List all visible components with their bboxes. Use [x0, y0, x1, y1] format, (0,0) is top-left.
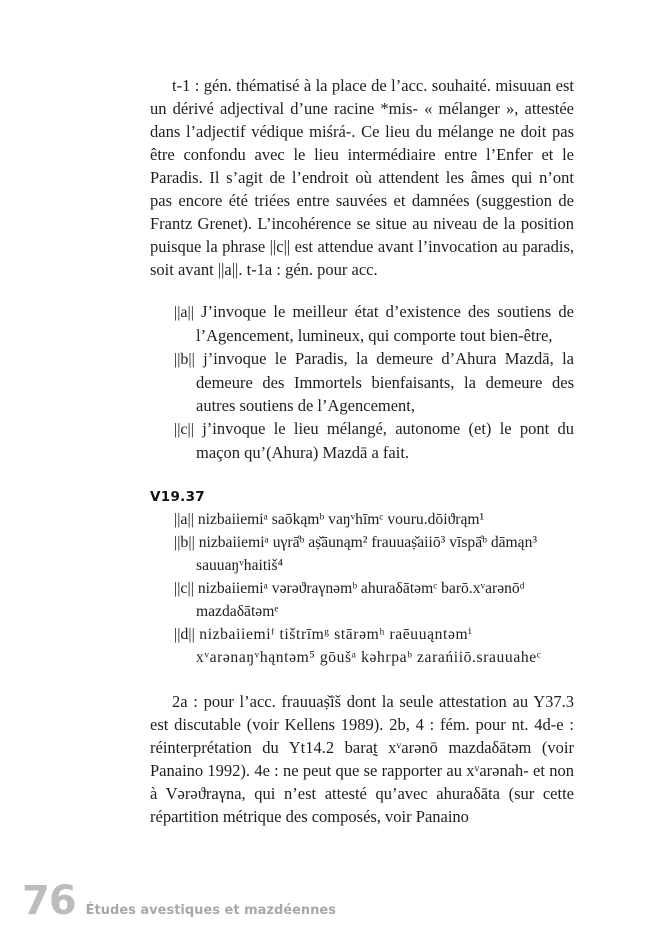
verse-marker-c: ||c|| [174, 421, 194, 438]
avestan-line-c: ||c|| nizbaiiemiᵃ vərəϑraγnəmᵇ ahuraδātəmᶜ barō.xᵛarənōᵈ mazdaδātəmᵉ [174, 580, 525, 620]
translation-block [150, 300, 574, 464]
page-number: 76 [22, 878, 76, 924]
commentary-paragraph-1: t-1 : gén. thématisé à la place de l’acc. souhaité. misuuan est un dérivé adjectival d’une racine *mis- « mélanger », attestée dans l’adjectif védique miśrá-. Ce lieu du mélange ne doit pas être confondu avec le lieu intermédiaire entre l’Enfer et le Paradis. Il s’agit de l’endroit où attendent les âmes qui n’ont pas encore été triées entre sauvées et damnées (suggestion de Frantz Grenet). L’incohérence se situe au niveau de la position puisque la phrase ||c|| est attendue avant l’invocation au paradis, soit avant ||a||. t-1a : gén. pour acc. [150, 76, 574, 279]
running-title: Études avestiques et mazdéennes [85, 903, 336, 918]
translation-item-a: ||a|| J’invoque le meilleur état d’existence des soutiens de l’Agencement, lumineux, qui comporte tout bien-être, [174, 302, 574, 345]
translation-item-b: ||b|| j’invoque le Paradis, la demeure d’Ahura Mazdā, la demeure des Immortels bienfaisants, la demeure des autres soutiens de l’Agencement, [174, 349, 574, 415]
translation-item-c: ||c|| j’invoque le lieu mélangé, autonome (et) le pont du maçon qu’(Ahura) Mazdā a fait. [174, 419, 574, 462]
avestan-marker-b: ||b|| [174, 534, 195, 551]
page-footer [22, 878, 336, 924]
verse-marker-a: ||a|| [174, 304, 194, 321]
avestan-marker-a: ||a|| [174, 511, 194, 528]
avestan-marker-d: ||d|| [174, 626, 195, 643]
page-body [150, 74, 574, 828]
avestan-line-b: ||b|| nizbaiiemiᵃ uγrā̊ᵇ aṣ̌āunąm² frauuaṣ̌aiiō³ vīspā̊ᵇ dāmąn³ sauuaŋᵛhaitiš⁴ [174, 534, 538, 574]
avestan-marker-c: ||c|| [174, 580, 194, 597]
commentary-paragraph-2: 2a : pour l’acc. frauuaṣ̌īš dont la seule attestation au Y37.3 est discutable (voir Kellens 1989). 2b, 4 : fém. pour nt. 4d-e : réinterprétation du Yt14.2 barat̰ xᵛarənō mazdaδātəm (voir Panaino 1992). 4e : ne peut que se rapporter au xᵛarənah- et non à Vərəϑraγna, qui n’est attesté qu’avec ahuraδāta (sur cette répartition métrique des composés, voir Panaino [150, 692, 574, 826]
section-heading: V19.37 [150, 489, 205, 505]
avestan-line-d: ||d|| nizbaiiemiᶠ tištrīmᵍ stārəmʰ raēuuąntəmⁱ xᵛarənaŋᵛhąntəm⁵ gōušᵃ kəhrpaᵇ zarańiiō.srauuaheᶜ [174, 626, 542, 666]
avestan-line-a: ||a|| nizbaiiemiᵃ saōkąmᵇ vaŋᵛhīmᶜ vouru.dōiϑrąm¹ [174, 511, 485, 528]
verse-marker-b: ||b|| [174, 351, 195, 368]
avestan-text-block [150, 508, 574, 669]
